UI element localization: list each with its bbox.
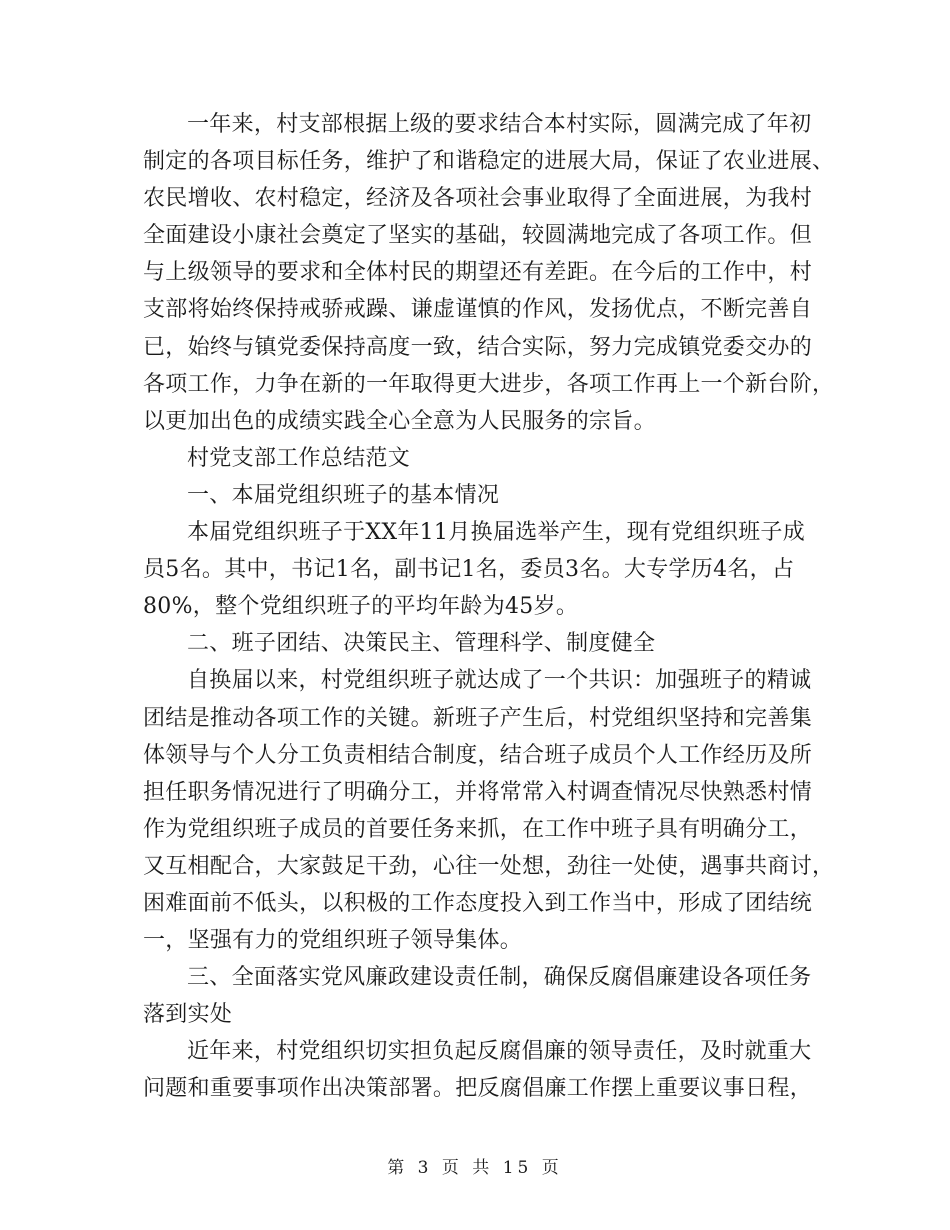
- paragraph-line: 自换届以来，村党组织班子就达成了一个共识：加强班子的精诚: [187, 668, 812, 694]
- paragraph-line: 80%，整个党组织班子的平均年龄为45岁。: [143, 594, 579, 620]
- paragraph-line: 问题和重要事项作出决策部署。把反腐倡廉工作摆上重要议事日程，: [143, 1076, 813, 1102]
- section-heading: 三、全面落实党风廉政建设责任制，确保反腐倡廉建设各项任务: [187, 965, 812, 991]
- section-heading: 一、本届党组织班子的基本情况: [187, 482, 500, 508]
- document-title: 村党支部工作总结范文: [187, 445, 411, 471]
- paragraph-line: 近年来，村党组织切实担负起反腐倡廉的领导责任，及时就重大: [187, 1039, 812, 1065]
- paragraph-line: 体领导与个人分工负责相结合制度，结合班子成员个人工作经历及所: [143, 742, 813, 768]
- section-heading: 二、班子团结、决策民主、管理科学、制度健全: [187, 631, 656, 657]
- paragraph-line: 团结是推动各项工作的关键。新班子产生后，村党组织坚持和完善集: [143, 705, 813, 731]
- paragraph-line: 一年来，村支部根据上级的要求结合本村实际，圆满完成了年初: [187, 112, 812, 137]
- paragraph-line: 制定的各项目标任务，维护了和谐稳定的进展大局，保证了农业进展、: [143, 149, 835, 175]
- paragraph-line: 支部将始终保持戒骄戒躁、谦虚谨慎的作风，发扬优点，不断完善自: [143, 297, 813, 323]
- page-footer: 第 3 页 共 15 页: [387, 1158, 563, 1178]
- document-body: [143, 106, 835, 1108]
- paragraph-line: 困难面前不低头，以积极的工作态度投入到工作当中，形成了团结统: [143, 890, 813, 916]
- paragraph-line: 全面建设小康社会奠定了坚实的基础，较圆满地完成了各项工作。但: [143, 223, 813, 249]
- paragraph-line: 担任职务情况进行了明确分工，并将常常入村调查情况尽快熟悉村情: [143, 779, 813, 805]
- paragraph-line: 本届党组织班子于XX年11月换届选举产生，现有党组织班子成: [187, 520, 806, 546]
- paragraph-line: 各项工作，力争在新的一年取得更大进步，各项工作再上一个新台阶，: [143, 371, 835, 397]
- paragraph-line: 又互相配合，大家鼓足干劲，心往一处想，劲往一处使，遇事共商讨，: [143, 853, 835, 879]
- paragraph-line: 员5名。其中，书记1名，副书记1名，委员3名。大专学历4名，占: [143, 557, 795, 583]
- paragraph-line: 已，始终与镇党委保持高度一致，结合实际，努力完成镇党委交办的: [143, 334, 813, 360]
- paragraph-line: 与上级领导的要求和全体村民的期望还有差距。在今后的工作中，村: [143, 260, 813, 286]
- paragraph-line: 作为党组织班子成员的首要任务来抓，在工作中班子具有明确分工，: [143, 816, 813, 842]
- section-heading-continued: 落到实处: [143, 1002, 233, 1028]
- paragraph-line: 一，坚强有力的党组织班子领导集体。: [143, 928, 523, 954]
- paragraph-line: 农民增收、农村稳定，经济及各项社会事业取得了全面进展，为我村: [143, 186, 813, 212]
- paragraph-line: 以更加出色的成绩实践全心全意为人民服务的宗旨。: [143, 408, 656, 434]
